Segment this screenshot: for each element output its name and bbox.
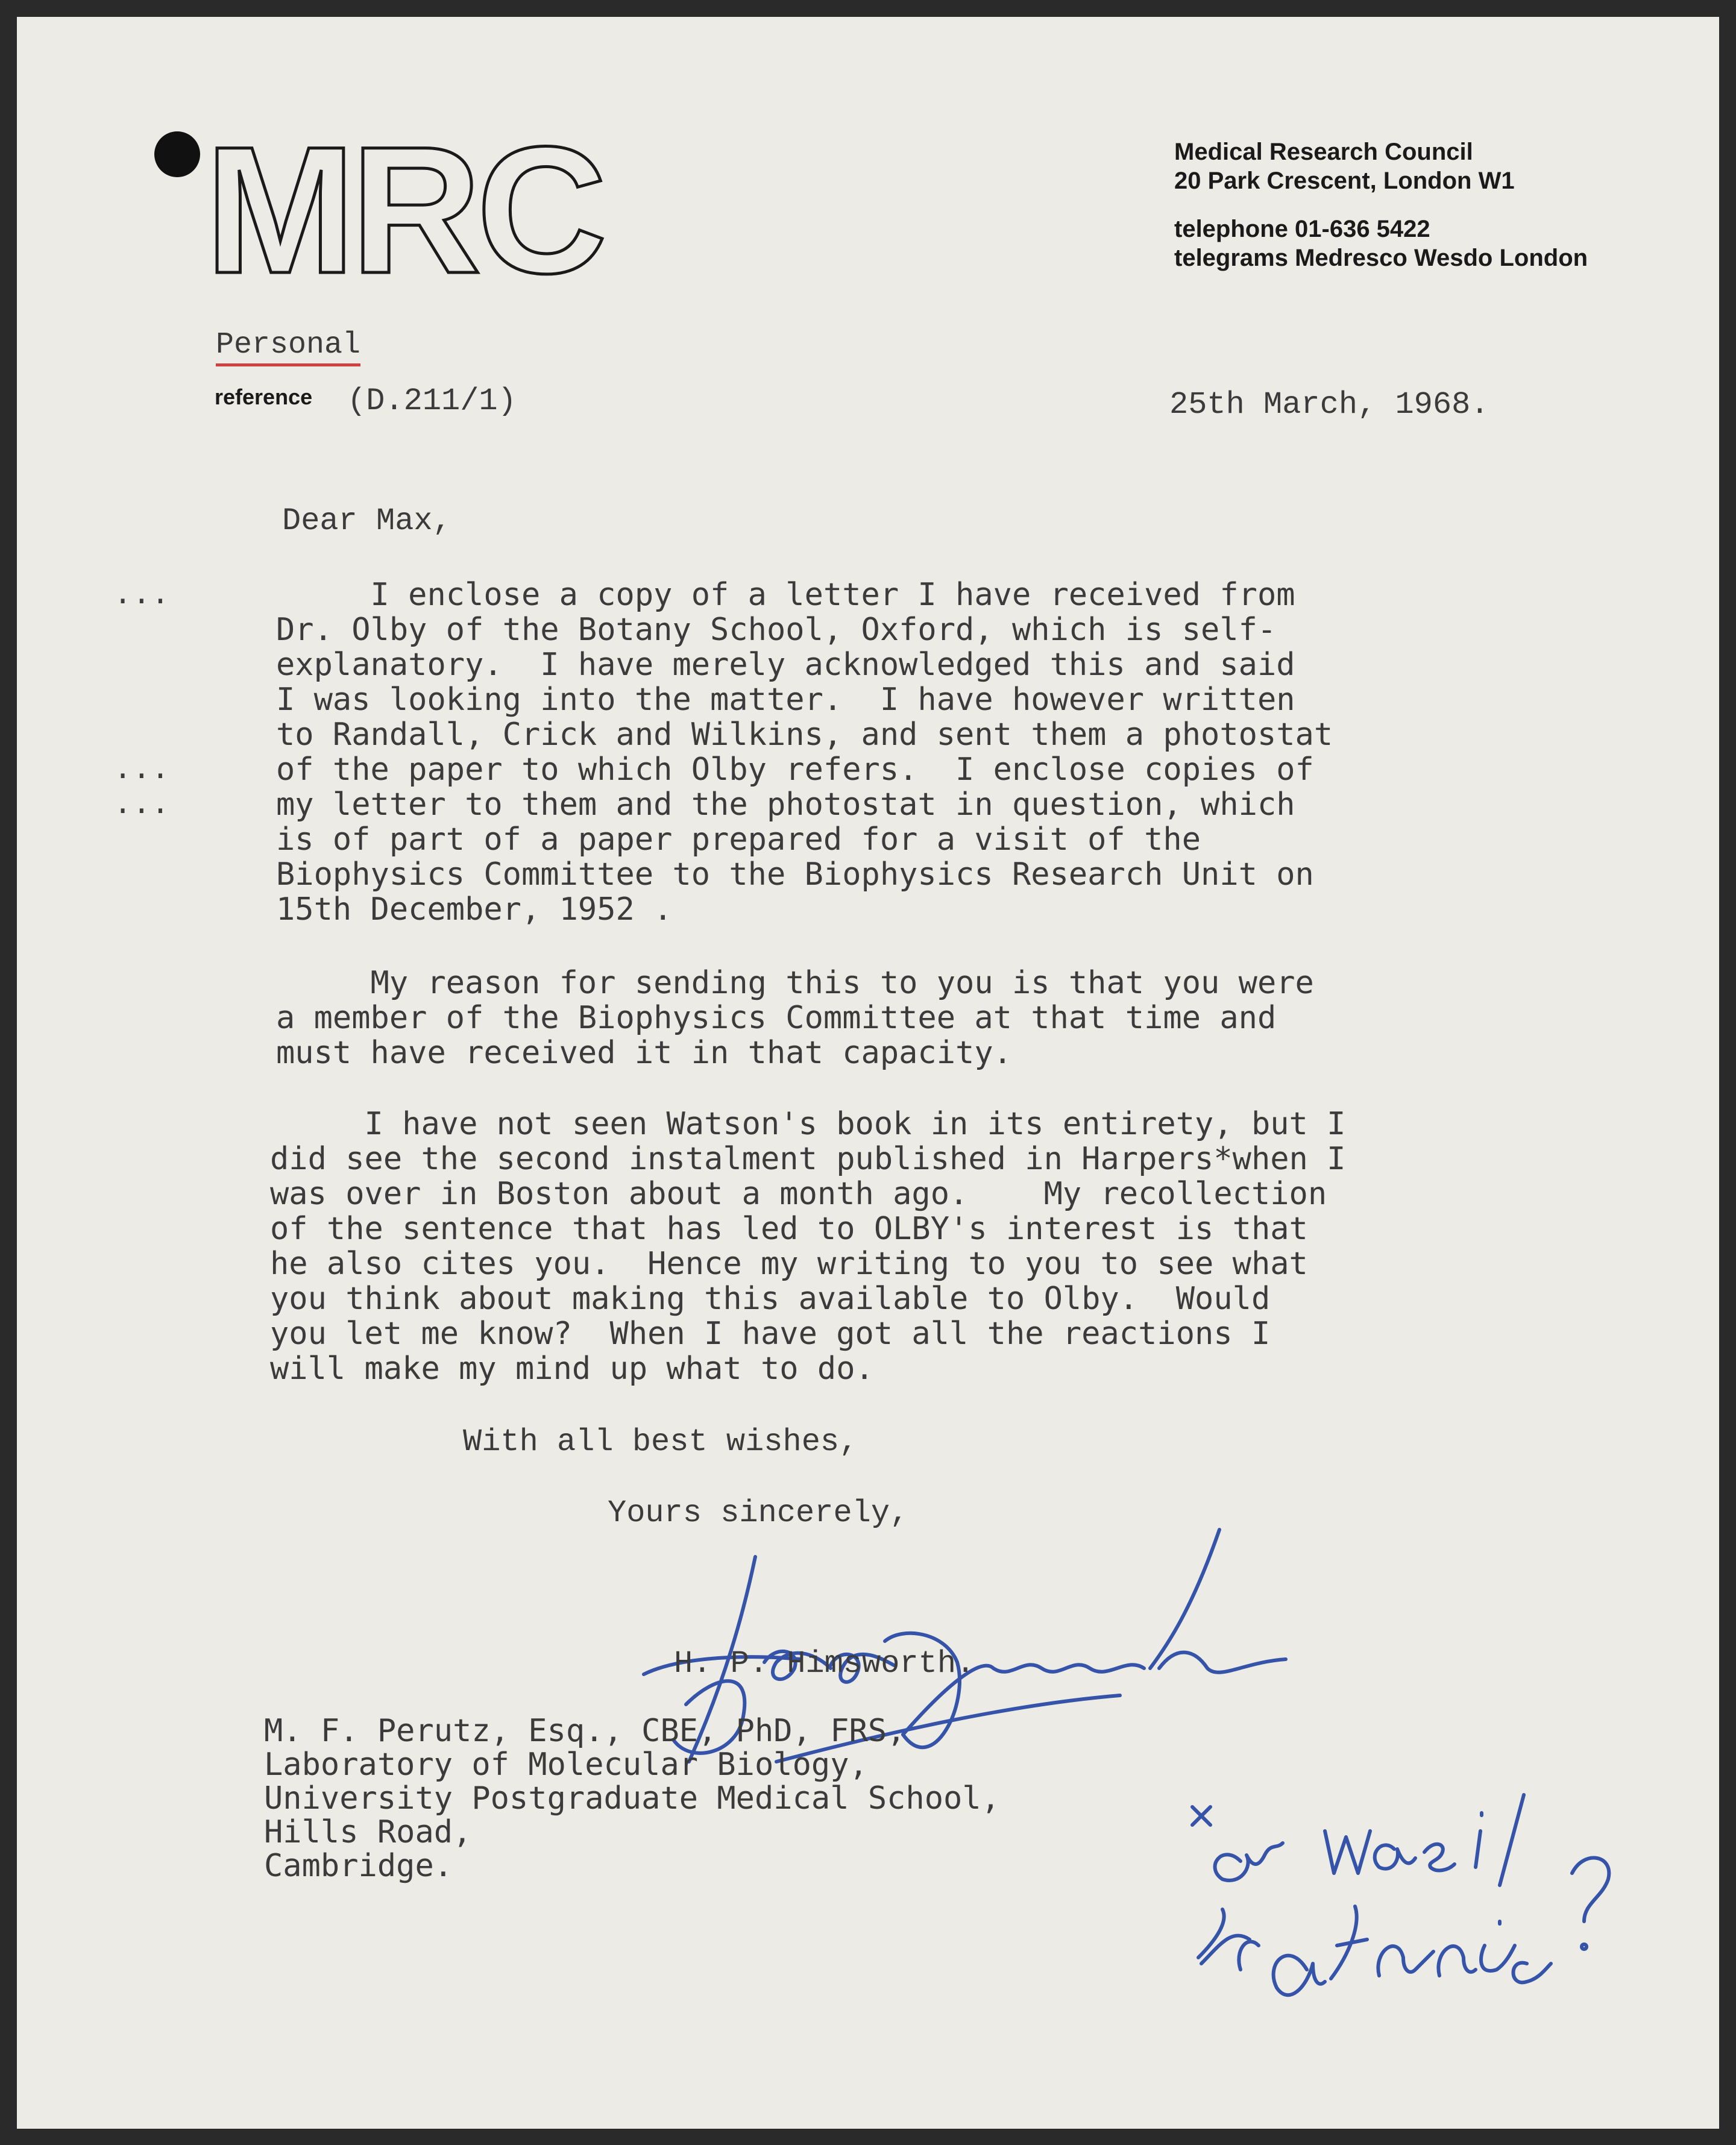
letter-date: 25th March, 1968. bbox=[1169, 387, 1489, 422]
recipient-line: Cambridge. bbox=[264, 1848, 453, 1884]
paragraph-2: My reason for sending this to you is that you were a member of the Biophysics Committee at that time and must have received it in that capacity. bbox=[276, 965, 1314, 1071]
salutation: Dear Max, bbox=[282, 503, 451, 539]
margin-mark: ... bbox=[113, 752, 170, 788]
recipient-address bbox=[264, 1714, 1000, 1883]
recipient-line: University Postgraduate Medical School, bbox=[264, 1780, 1000, 1817]
org-street: 20 Park Crescent, London W1 bbox=[1174, 168, 1515, 194]
paragraph-1: I enclose a copy of a letter I have received from Dr. Olby of the Botany School, Oxford, which is self- explanatory. I have merely acknowledged this and said I was looking into the matter. I have however written to Randall, Crick and Wilkins, and sent them a photostat of the paper to which Olby refers. I enclose copies of my letter to them and the photostat in question, which is of part of a paper prepared for a visit of the Biophysics Committee to the Biophysics Research Unit on 15th December, 1952 . bbox=[276, 577, 1333, 928]
punch-hole bbox=[154, 131, 200, 177]
reference-value: (D.211/1) bbox=[347, 383, 517, 419]
typed-name: H. P. Himsworth. bbox=[674, 1646, 975, 1682]
org-name: Medical Research Council bbox=[1174, 139, 1473, 165]
paragraph-3: I have not seen Watson's book in its entirety, but I did see the second instalment published in Harpers*when I was over in Boston about a month ago. My recollection of the sentence that has led to OLBY's interest is that he also cites you. Hence my writing to you to see what you think about making this available to Olby. Would you let me know? When I have got all the reactions I will make my mind up what to do. bbox=[270, 1106, 1346, 1387]
org-telephone: telephone 01-636 5422 bbox=[1174, 216, 1430, 242]
reference-label: reference bbox=[215, 385, 313, 409]
recipient-line: M. F. Perutz, Esq., CBE, PhD, FRS, bbox=[264, 1713, 906, 1749]
margin-mark: ... bbox=[113, 577, 170, 613]
margin-mark: ... bbox=[113, 787, 170, 823]
closing-yours: Yours sincerely, bbox=[608, 1495, 909, 1531]
handwritten-note bbox=[1186, 1789, 1656, 2042]
personal-marker: Personal bbox=[216, 328, 360, 366]
org-telegrams: telegrams Medresco Wesdo London bbox=[1174, 245, 1588, 271]
letter-page bbox=[17, 17, 1719, 2129]
recipient-line: Hills Road, bbox=[264, 1814, 472, 1850]
mrc-logo: MRC bbox=[205, 108, 603, 311]
letterhead-address bbox=[1174, 137, 1588, 272]
recipient-line: Laboratory of Molecular Biology, bbox=[264, 1747, 868, 1783]
closing-wishes: With all best wishes, bbox=[463, 1424, 858, 1460]
